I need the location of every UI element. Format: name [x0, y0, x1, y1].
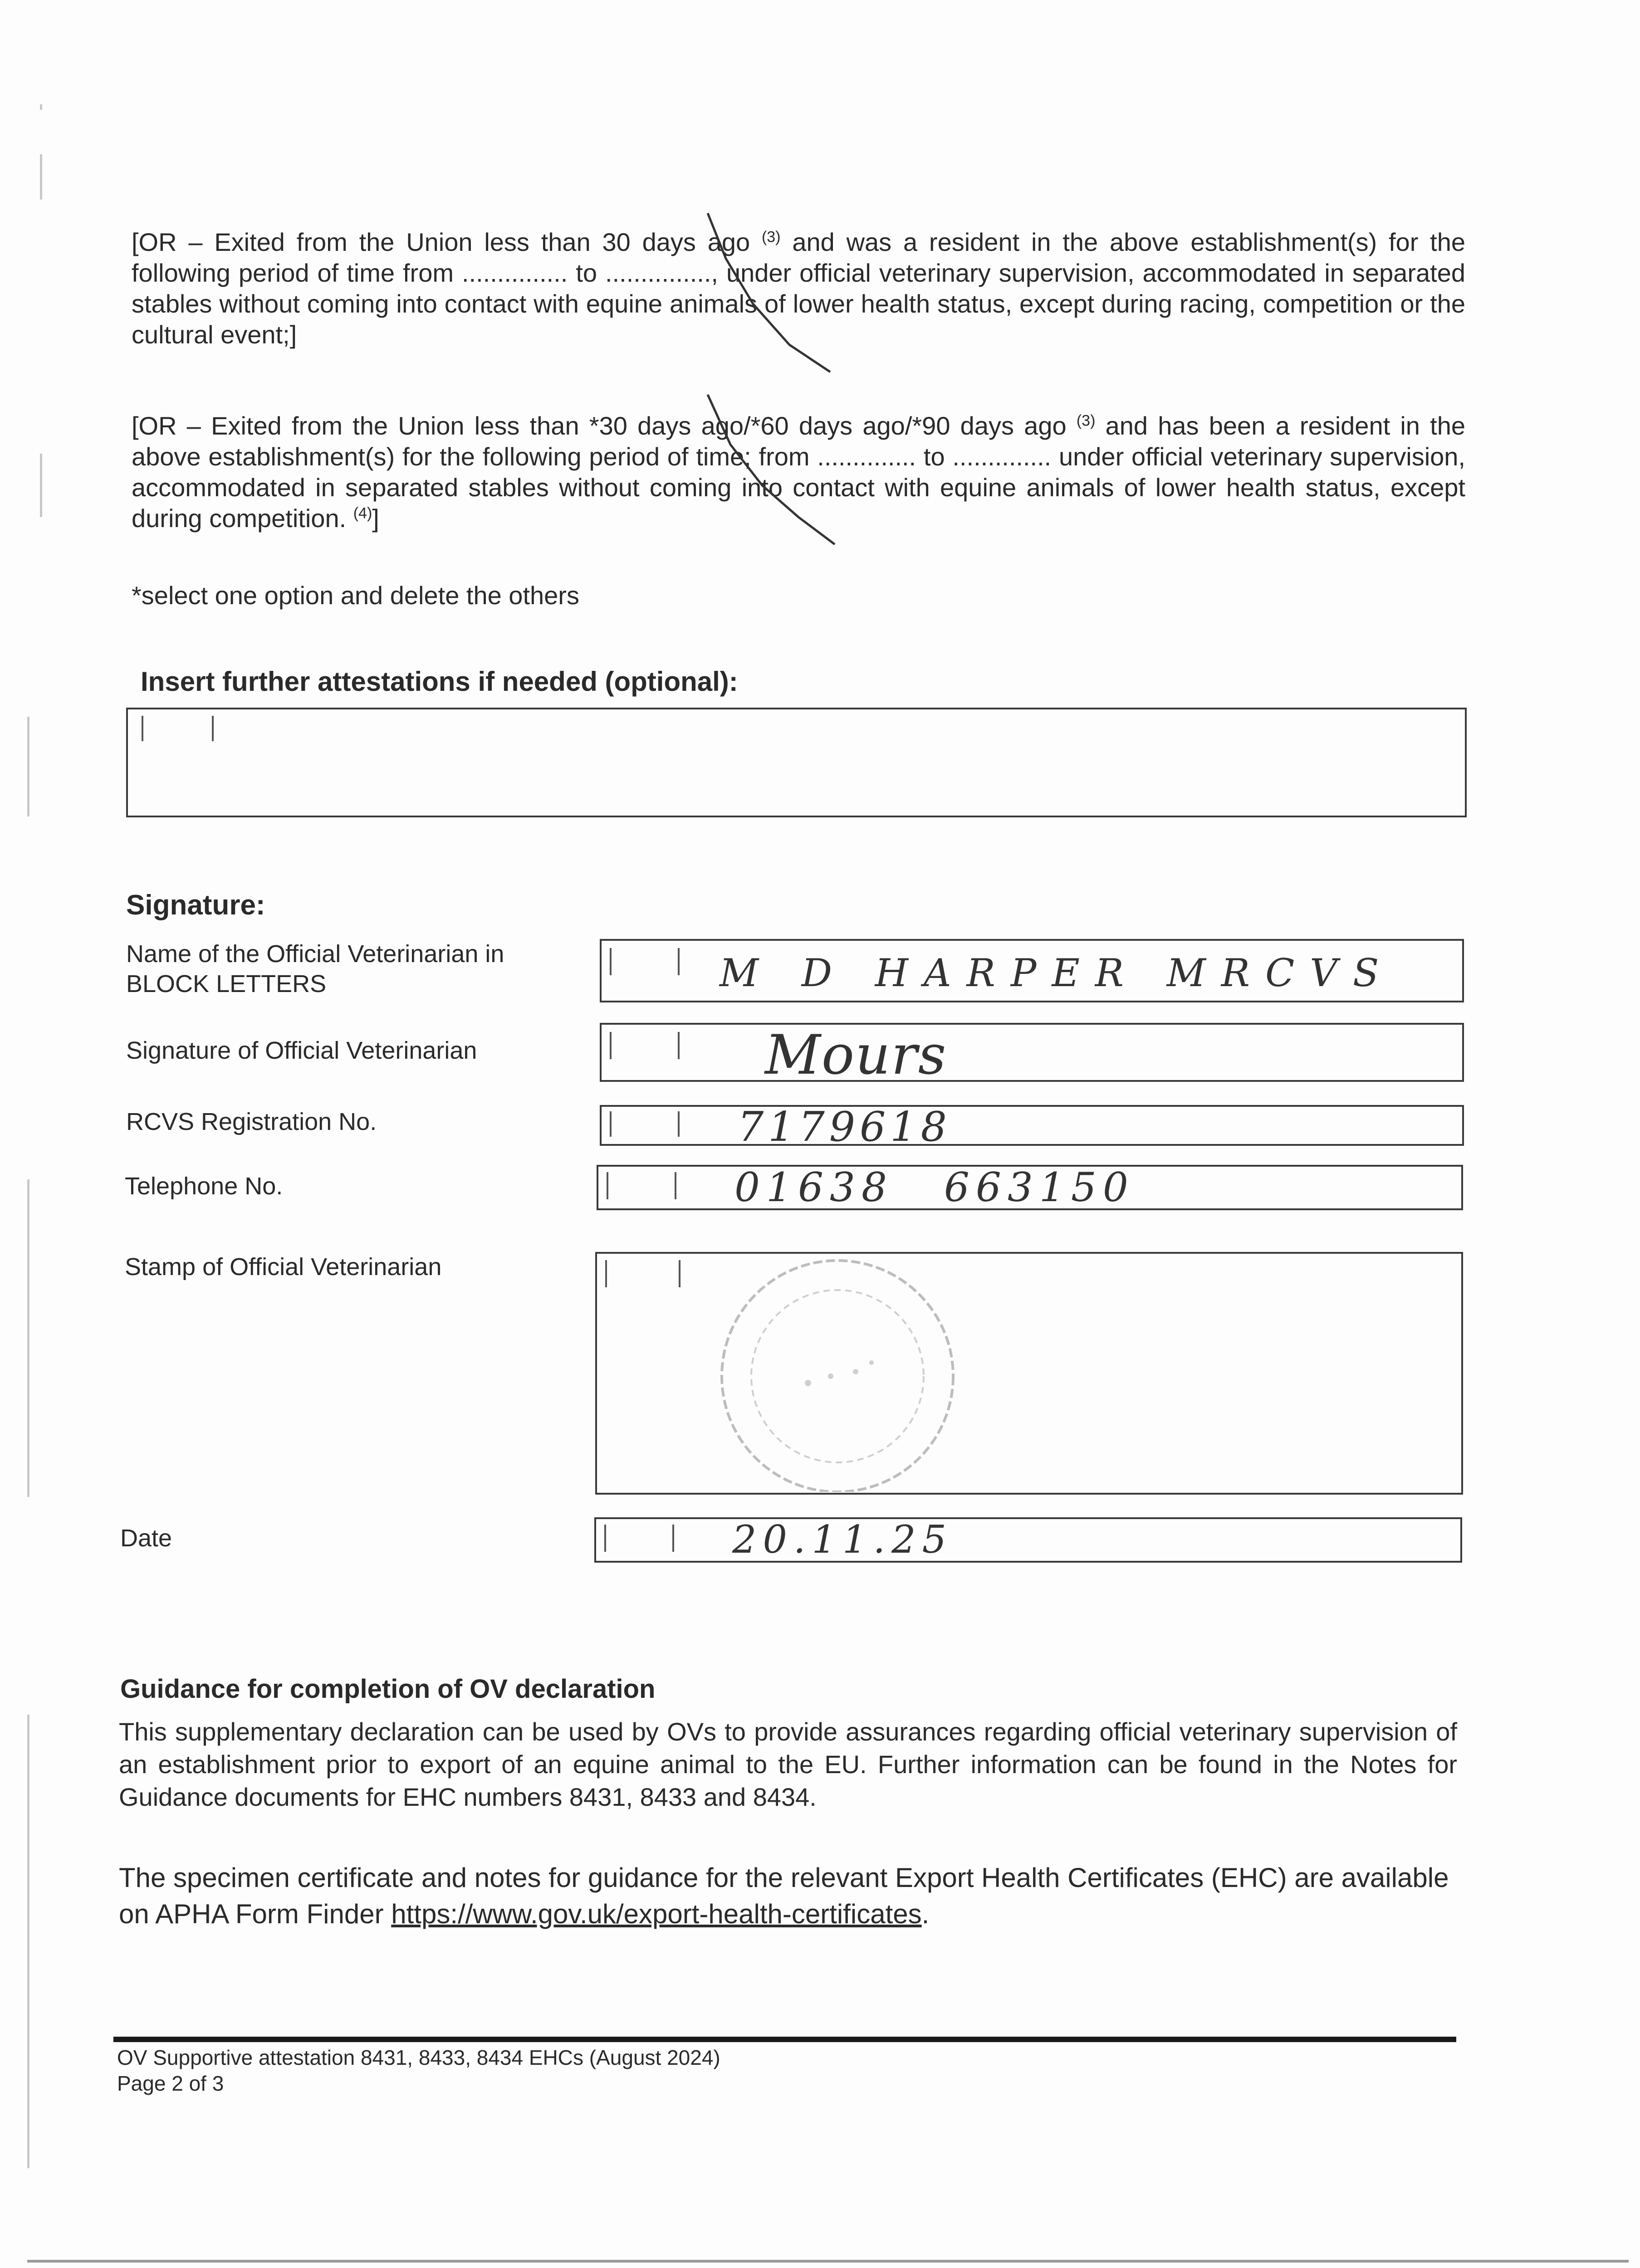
or-clause-1-lead: [OR – Exited from the Union less than 30 days ago: [132, 228, 762, 256]
guidance-paragraph-2: [119, 1860, 1457, 1932]
guidance-paragraph-2-text: The specimen certificate and notes for guidance for the relevant Export Health Certificates (EHC) are available on APHA Form Finder: [119, 1862, 1449, 1929]
field-marker: [679, 1260, 680, 1287]
rcvs-value: 7179618: [738, 1103, 951, 1151]
ov-signature-label: Signature of Official Veterinarian: [126, 1037, 477, 1064]
field-marker: [607, 1172, 608, 1199]
field-marker: [610, 948, 612, 975]
ov-name-label: Name of the Official Veterinarian in BLOCK LETTERS: [126, 940, 504, 997]
field-marker: [610, 1111, 612, 1137]
or-clause-2-end: ]: [372, 504, 379, 533]
scan-artifact: [27, 1179, 29, 1497]
guidance-paragraph-1: This supplementary declaration can be used by OVs to provide assurances regarding official veterinary supervision of an establishment prior to export of an equine animal to the EU. Further information can be found in the Notes for Guidance documents for EHC numbers 8431, 8433 and 8434.: [119, 1717, 1457, 1811]
field-marker: [675, 1172, 676, 1199]
further-attestations-field[interactable]: [126, 708, 1467, 817]
scan-bottom-edge: [27, 2260, 1629, 2263]
field-marker: [212, 716, 214, 741]
date-field[interactable]: [594, 1517, 1462, 1563]
signature-heading: Signature:: [126, 890, 265, 921]
scan-artifact: [27, 1715, 29, 2168]
footnote-ref: (3): [761, 228, 781, 246]
stamp-field[interactable]: [595, 1252, 1463, 1495]
field-marker: [605, 1260, 607, 1287]
footer-rule: [113, 2037, 1456, 2042]
guidance-paragraph-2-end: .: [921, 1899, 930, 1929]
strike-line-1: [699, 209, 844, 376]
footnote-ref: (3): [1076, 412, 1096, 430]
field-marker: [678, 948, 680, 975]
footer-page-number: Page 2 of 3: [117, 2072, 224, 2095]
further-attestations-heading: Insert further attestations if needed (optional):: [141, 666, 738, 697]
official-stamp: [710, 1256, 964, 1492]
field-marker: [604, 1525, 606, 1552]
guidance-heading: Guidance for completion of OV declaration: [120, 1674, 656, 1704]
stamp-label: Stamp of Official Veterinarian: [125, 1253, 442, 1281]
select-option-note: *select one option and delete the others: [132, 581, 579, 610]
ov-name-field[interactable]: [600, 939, 1464, 1002]
or-clause-1-text: and was a resident in the above establishment(s) for the following period of time from ............... to ..............., under official veterinary supervision, accommodated in separated stables without coming into contact with equine animals of lower health status, except during racing, competition or the cultural event;]: [132, 228, 1466, 349]
rcvs-field[interactable]: [600, 1103, 1464, 1151]
telephone-label: Telephone No.: [125, 1173, 283, 1200]
scan-artifact: [40, 454, 42, 517]
rcvs-label: RCVS Registration No.: [126, 1108, 377, 1135]
scan-artifact: [40, 104, 42, 110]
export-health-certificates-link[interactable]: https://www.gov.uk/export-health-certificates: [391, 1899, 922, 1929]
ov-signature-value: Mours: [765, 1024, 947, 1087]
strike-line-2: [699, 390, 853, 549]
field-marker: [678, 1111, 680, 1137]
telephone-value: 01638 663150: [734, 1164, 1135, 1211]
field-marker: [678, 1032, 680, 1059]
ov-name-value: M D HARPER MRCVS: [720, 951, 1395, 995]
scan-artifact: [27, 717, 29, 816]
field-marker: [672, 1525, 674, 1552]
footer-document-title: OV Supportive attestation 8431, 8433, 8434 EHCs (August 2024): [117, 2046, 720, 2069]
telephone-field[interactable]: [597, 1165, 1463, 1210]
ov-signature-field[interactable]: [600, 1023, 1464, 1087]
date-value: 20.11.25: [732, 1517, 953, 1562]
or-clause-2-lead: [OR – Exited from the Union less than *30 days ago/*60 days ago/*90 days ago: [132, 411, 1077, 440]
or-clause-2-text: and has been a resident in the above establishment(s) for the following period of time; from .............. to .............. under official veterinary supervision, accommodated in separated stables without coming into contact with equine animals of lower health status, except during competition.: [132, 411, 1466, 533]
field-marker: [142, 716, 143, 741]
date-label: Date: [120, 1525, 172, 1552]
field-marker: [610, 1032, 612, 1059]
footnote-ref: (4): [353, 504, 372, 522]
scan-artifact: [40, 154, 42, 200]
